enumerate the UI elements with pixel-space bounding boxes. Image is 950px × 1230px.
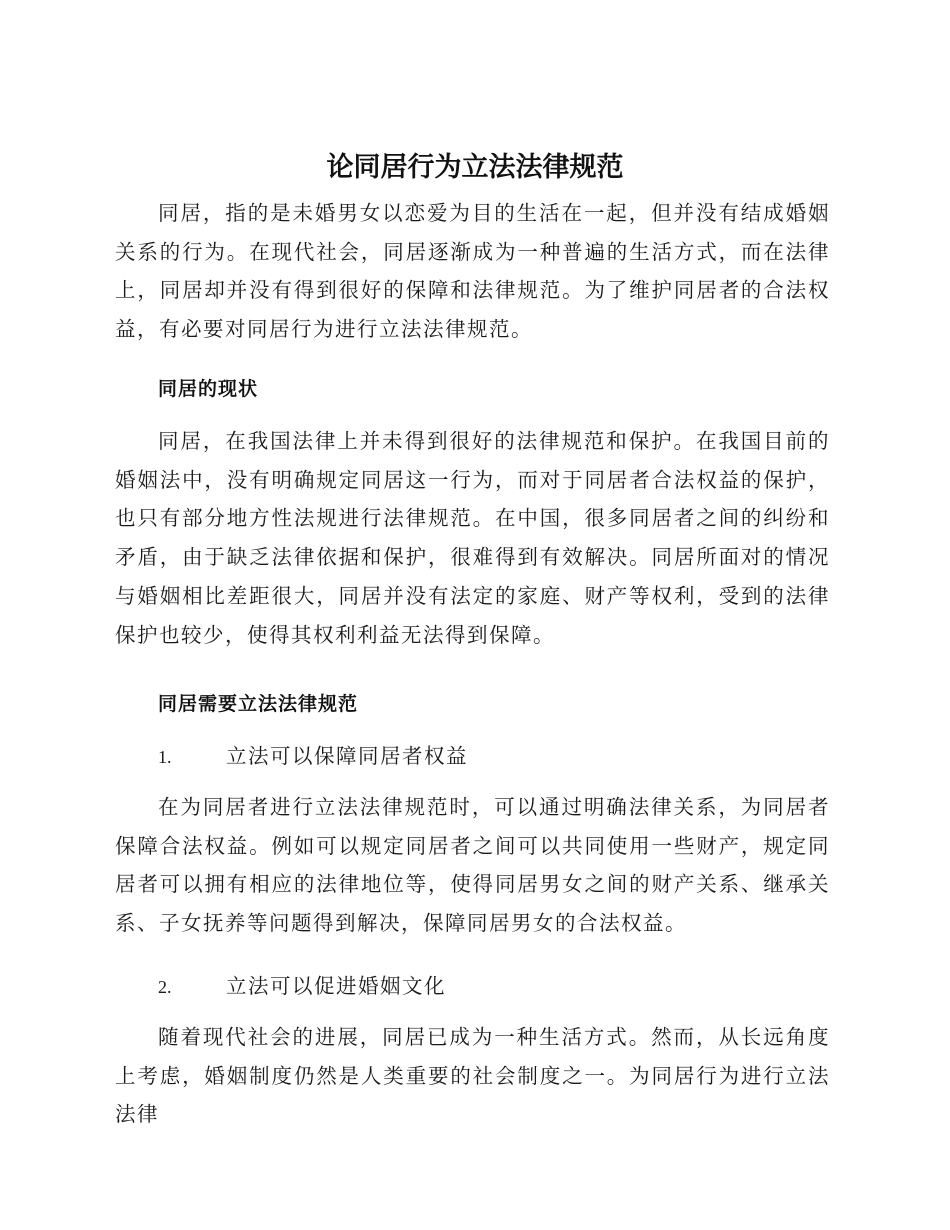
list-item-1 bbox=[158, 741, 838, 772]
list-number: 2. bbox=[158, 977, 172, 997]
list-item-title: 立法可以促进婚姻文化 bbox=[226, 974, 446, 998]
item-2-paragraph: 随着现代社会的进展，同居已成为一种生活方式。然而，从长远角度上考虑，婚姻制度仍然是人类重要的社会制度之一。为同居行为进行立法法律 bbox=[115, 1025, 830, 1127]
status-paragraph: 同居，在我国法律上并未得到很好的法律规范和保护。在我国目前的婚姻法中，没有明确规定同居这一行为，而对于同居者合法权益的保护，也只有部分地方性法规进行法律规范。在中国，很多同居者之间的纠纷和矛盾，由于缺乏法律依据和保护，很难得到有效解决。同居所面对的情况与婚姻相比差距很大，同居并没有法定的家庭、财产等权利，受到的法律保护也较少，使得其权利利益无法得到保障。 bbox=[115, 429, 830, 647]
list-number: 1. bbox=[158, 747, 172, 767]
section-heading-need-legislation: 同居需要立法法律规范 bbox=[158, 693, 359, 715]
document-title: 论同居行为立法法律规范 bbox=[326, 152, 624, 183]
intro-paragraph: 同居，指的是未婚男女以恋爱为目的生活在一起，但并没有结成婚姻关系的行为。在现代社会，同居逐渐成为一种普遍的生活方式，而在法律上，同居却并没有得到很好的保障和法律规范。为了维护同居者的合法权益，有必要对同居行为进行立法法律规范。 bbox=[115, 201, 830, 342]
list-item-2 bbox=[158, 971, 838, 1002]
section-heading-status: 同居的现状 bbox=[158, 378, 259, 400]
item-1-paragraph: 在为同居者进行立法法律规范时，可以通过明确法律关系，为同居者保障合法权益。例如可以规定同居者之间可以共同使用一些财产，规定同居者可以拥有相应的法律地位等，使得同居男女之间的财产关系、继承关系、子女抚养等问题得到解决，保障同居男女的合法权益。 bbox=[115, 795, 830, 936]
list-item-title: 立法可以保障同居者权益 bbox=[226, 744, 468, 768]
